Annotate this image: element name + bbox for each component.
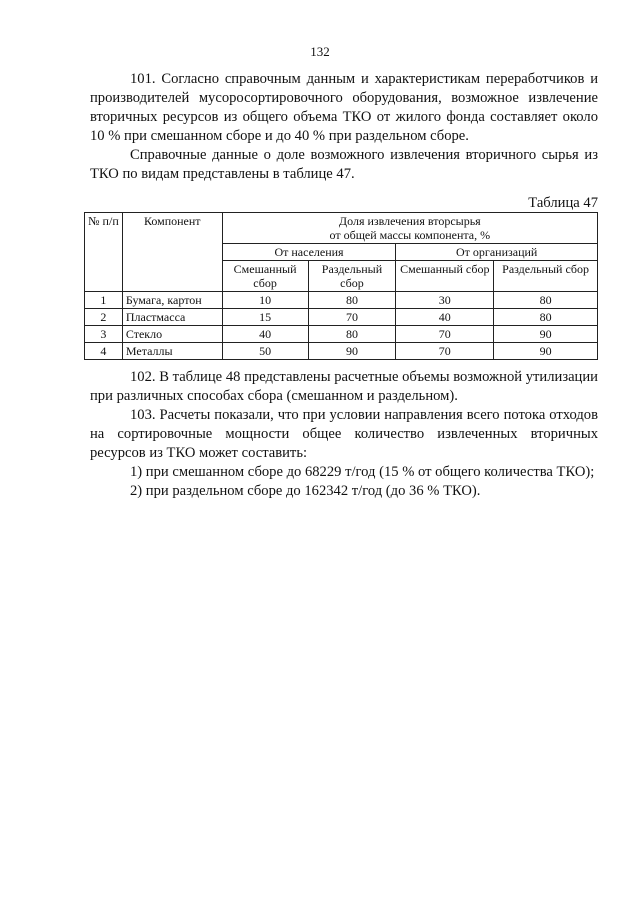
cell-num: 4 <box>85 343 123 360</box>
cell-component: Металлы <box>122 343 222 360</box>
cell-org-separate: 90 <box>494 343 598 360</box>
cell-org-mixed: 70 <box>396 326 494 343</box>
cell-org-separate: 80 <box>494 292 598 309</box>
header-share <box>222 213 597 244</box>
cell-org-separate: 80 <box>494 309 598 326</box>
cell-num: 3 <box>85 326 123 343</box>
cell-component: Стекло <box>122 326 222 343</box>
cell-org-mixed: 30 <box>396 292 494 309</box>
cell-component: Пластмасса <box>122 309 222 326</box>
cell-num: 1 <box>85 292 123 309</box>
table-row <box>85 343 598 360</box>
cell-org-separate: 90 <box>494 326 598 343</box>
header-group-organizations: От организаций <box>396 244 598 261</box>
header-pop-mixed: Смешанный сбор <box>222 261 308 292</box>
header-component: Компонент <box>122 213 222 292</box>
paragraph-101: 101. Согласно справочным данным и характеристикам переработчиков и производителей мусоросортировочного оборудования, возможное извлечение вторичных ресурсов из общего объема ТКО от жилого фонда составляет около 10 % при смешанном сборе и до 40 % при раздельном сборе. <box>90 71 598 144</box>
cell-pop-mixed: 15 <box>222 309 308 326</box>
cell-pop-separate: 80 <box>308 326 396 343</box>
cell-pop-mixed: 50 <box>222 343 308 360</box>
header-num: № п/п <box>85 213 123 292</box>
cell-pop-mixed: 10 <box>222 292 308 309</box>
paragraph-103: 103. Расчеты показали, что при условии направления всего потока отходов на сортировочные мощности общее количество извлеченных вторичных ресурсов из ТКО может составить: <box>90 407 598 461</box>
page-number: 132 <box>310 44 330 59</box>
cell-pop-separate: 90 <box>308 343 396 360</box>
list-item-mixed: 1) при смешанном сборе до 68229 т/год (15 % от общего количества ТКО); <box>130 464 595 480</box>
table-row <box>85 309 598 326</box>
top-text-block <box>90 70 598 184</box>
header-group-population: От населения <box>222 244 396 261</box>
cell-org-mixed: 40 <box>396 309 494 326</box>
paragraph-102: 102. В таблице 48 представлены расчетные объемы возможной утилизации при различных способах сбора (смешанном и раздельном). <box>90 369 598 404</box>
table-header-row-1 <box>85 213 598 244</box>
table-row <box>85 292 598 309</box>
cell-component: Бумага, картон <box>122 292 222 309</box>
header-org-mixed: Смешанный сбор <box>396 261 494 292</box>
paragraph-reference-intro: Справочные данные о доле возможного извлечения вторичного сырья из ТКО по видам представлены в таблице 47. <box>90 147 598 182</box>
header-share-line2: от общей массы компонента, % <box>329 228 491 242</box>
cell-pop-separate: 80 <box>308 292 396 309</box>
header-pop-separate: Раздельный сбор <box>308 261 396 292</box>
recovery-share-table <box>84 212 598 360</box>
cell-pop-separate: 70 <box>308 309 396 326</box>
header-org-separate: Раздельный сбор <box>494 261 598 292</box>
table-caption: Таблица 47 <box>528 195 598 211</box>
header-share-line1: Доля извлечения вторсырья <box>338 214 481 228</box>
bottom-text-block <box>90 368 598 501</box>
cell-num: 2 <box>85 309 123 326</box>
table-row <box>85 326 598 343</box>
cell-org-mixed: 70 <box>396 343 494 360</box>
cell-pop-mixed: 40 <box>222 326 308 343</box>
list-item-separate: 2) при раздельном сборе до 162342 т/год (до 36 % ТКО). <box>130 483 481 499</box>
